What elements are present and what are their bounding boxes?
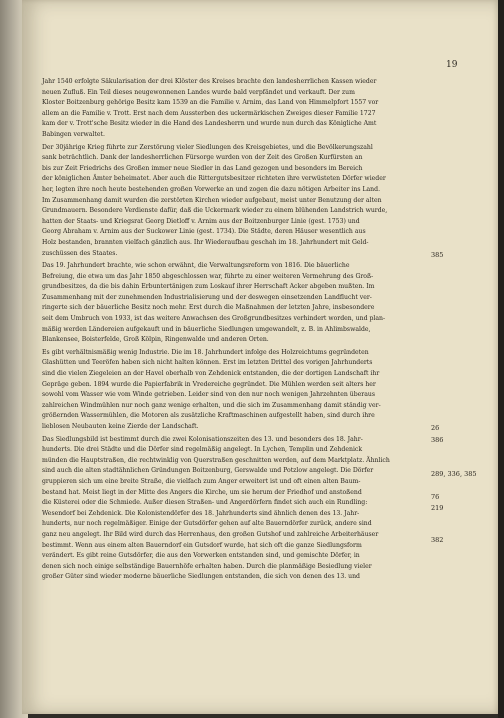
margin-note: 26 [431, 424, 440, 432]
margin-note: 386 [431, 436, 444, 444]
margin-note: 382 [431, 536, 444, 544]
margin-note: 219 [431, 504, 444, 512]
margin-note: 289, 336, 385 [431, 470, 477, 478]
margin-note: 76 [431, 493, 440, 501]
body-text [42, 77, 424, 585]
page-number: 19 [446, 60, 458, 70]
margin-note: 385 [431, 251, 444, 259]
paragraph-1: Jahr 1540 erfolgte Säkularisation der drei Klöster des Kreises brachte den landesherrlichen Kassen wieder neuen Zufluß. Ein Teil dieses neugewonnenen Landes wurde bald verpfändet und verkauft. Der zum Kloster Boitzenburg gehörige Besitz kam 1539 an die Familie v. Arnim, das Land von Himmelpfort 1557 vor allem an die Familie v. Trott. Erst nach dem Aussterben des uckermärkischen Zweiges dieser Familie 1727 kam der v. Trott'sche Besitz wieder in die Hand des Landesherrn und wurde nun durch das Königliche Amt Babingen verwaltet. [42, 78, 379, 138]
paragraph-2: Der 30jährige Krieg führte zur Zerstörung vieler Siedlungen des Kreisgebietes, und die Bevölkerungszahl sank beträchtlich. Dank der landesherrlichen Fürsorge wurden von der Zeit des Großen Kurfürsten an bis zur Zeit Friedrichs des Großen immer neue Siedler in das Land gezogen und besonders im Bereich der königlichen Ämter beheimatet. Aber auch die Rittergutsbesitzer richteten ihre verwüsteten Dörfer wieder her, legten ihre noch heute bestehenden großen Vorwerke an und zogen die dazu nötigen Arbeiter ins Land. Im Zusammenhang damit wurden die zerstörten Kirchen wieder aufgebaut, meist unter Benutzung der alten Grundmauern. Besondere Verdienste dafür, daß die Uckermark wieder zu einem blühenden Landstrich wurde, hatten der Staats- und Kriegsrat Georg Dietloff v. Arnim aus der Boitzenburger Linie (gest. 1753) und Georg Abraham v. Arnim aus der Suckower Linie (gest. 1734). Die Städte, deren Häuser wesentlich aus Holz bestanden, brannten vielfach gänzlich aus. Ihr Wiederaufbau geschah im 18. Jahrhundert mit Geld- zuschüssen des Staates. [42, 143, 388, 257]
paragraph-4: Es gibt verhältnismäßig wenig Industrie. Die im 18. Jahrhundert infolge des Holzreichtums gegründeten Glashütten und Teeröfen haben sich nicht halten können. Erst im letzten Drittel des vorigen Jahrhunderts sind die vielen Ziegeleien an der Havel oberhalb von Zehdenick entstanden, die der dortigen Landschaft ihr Gepräge geben. 1894 wurde die Papierfabrik in Vredereiche gegründet. Die Mühlen werden seit alters her sowohl vom Wasser wie vom Winde getrieben. Leider sind von den nur noch wenigen Jahrzehnten überaus zahlreichen Windmühlen nur noch ganz wenige erhalten, und die sich im Zusammenhang damit ständig ver- größernden Wassermühlen, die Motoren als zusätzliche Kraftmaschinen aufgestellt haben, sind durch ihre lieblosen Neubauten keine Zierde der Landschaft. [42, 348, 381, 430]
page-edge [498, 0, 504, 718]
paragraph-5: Das Siedlungsbild ist bestimmt durch die zwei Kolonisationszeiten des 13. und besonders des 18. Jahr- hunderts. Die drei Städte und die Dörfer sind regelmäßig angelegt. In Lychen, Templin und Zehdenick münden die Hauptstraßen, die rechtwinklig von Querstraßen geschnitten werden, auf dem Marktplatz. Ähnlich sind auch die alten stadtähnlichen Gründungen Boitzenburg, Gerswalde und Potzlow angelegt. Die Dörfer gruppieren sich um eine breite Straße, die vielfach zum Anger erweitert ist und oft einen alten Baum- bestand hat. Meist liegt in der Mitte des Angers die Kirche, um sie herum der Friedhof und anstoßend die Küsterei oder die Schmiede. Außer diesen Straßen- und Angerdörfern findet sich auch ein Rundling: Wesendorf bei Zehdenick. Die Kolonistendörfer des 18. Jahrhunderts sind ähnlich denen des 13. Jahr- hunderts, nur noch regelmäßiger. Einige der Gutsdörfer gehen auf alte Bauerndörfer zurück, andere sind ganz neu angelegt. Ihr Bild wird durch das Herrenhaus, den großen Gutshof und zahlreiche Arbeiterhäuser bestimmt. Wenn aus einem alten Bauerndorf ein Gutsdorf wurde, hat sich oft die ganze Siedlungsform verändert. Es gibt reine Gutsdörfer, die aus den Vorwerken entstanden sind, und gemischte Dörfer, in denen sich noch einige selbständige Bauernhöfe erhalten haben. Durch die planmäßige Besiedlung vieler großer Güter sind wieder moderne bäuerliche Siedlungen entstanden, die sich von denen des 13. und [42, 435, 390, 581]
paragraph-3: Das 19. Jahrhundert brachte, wie schon erwähnt, die Verwaltungsreform von 1816. Die bäuerliche Befreiung, die etwa um das Jahr 1850 abgeschlossen war, führte zu einer weiteren Vermehrung des Groß- grundbesitzes, da die bis dahin Erbuntertänigen zum Loskauf ihrer Herrschaft Acker abgeben mußten. Im Zusammenhang mit der zunehmenden Industrialisierung und der deswegen einsetzenden Landflucht ver- ringerte sich der bäuerliche Besitz noch mehr. Erst durch die Maßnahmen der letzten Jahre, insbesondere seit dem Umbruch von 1933, ist das weitere Anwachsen des Großgrundbesitzes verhindert worden, und plan- mäßig werden Ländereien aufgekauft und in bäuerliche Siedlungen umgewandelt, z. B. in Ahlimbswalde, Blankensee, Boisterfelde, Groß Kölpin, Ringenwalde und anderen Orten. [42, 262, 386, 344]
